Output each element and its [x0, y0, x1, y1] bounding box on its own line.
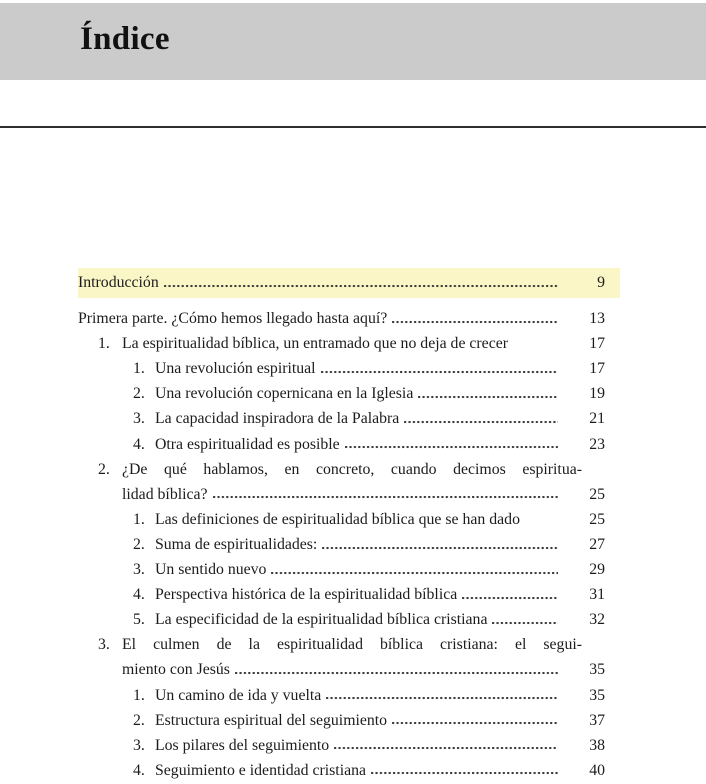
dot-leader	[392, 708, 558, 733]
entry-text: ¿De qué hablamos, en concreto, cuando decimos espiritua-	[122, 460, 582, 478]
entry-text: La espiritualidad bíblica, un entramado que no deja de crecer	[122, 335, 508, 353]
dot-leader	[326, 683, 558, 708]
page-number: 25	[589, 510, 605, 528]
toc-row[interactable]	[78, 432, 620, 457]
page-number: 35	[589, 661, 605, 679]
entry-number: 2.	[133, 385, 145, 403]
entry-text: Suma de espiritualidades:	[155, 535, 318, 553]
entry-number: 5.	[133, 611, 145, 629]
dot-leader	[418, 381, 558, 406]
entry-number: 3.	[133, 736, 145, 754]
page-number: 35	[589, 686, 605, 704]
header-band	[0, 3, 706, 80]
dot-leader	[512, 331, 570, 356]
toc-row[interactable]	[78, 607, 620, 632]
entry-text: Las definiciones de espiritualidad bíblica que se han dado	[155, 510, 520, 528]
toc-row[interactable]	[78, 733, 620, 758]
page-number: 31	[589, 586, 605, 604]
page-number: 29	[589, 561, 605, 579]
toc-row[interactable]	[78, 657, 620, 682]
entry-text: miento con Jesús	[122, 661, 230, 679]
entry-number: 1.	[133, 686, 145, 704]
entry-text: Un sentido nuevo	[155, 561, 267, 579]
entry-text: Seguimiento e identidad cristiana	[155, 761, 367, 779]
toc-row[interactable]	[78, 507, 620, 532]
entry-number: 1.	[133, 360, 145, 378]
entry-text: Una revolución copernicana en la Iglesia	[155, 385, 414, 403]
toc-row[interactable]	[78, 482, 620, 507]
entry-text: Otra espiritualidad es posible	[155, 435, 340, 453]
entry-number: 2.	[133, 711, 145, 729]
entry-text: La especificidad de la espiritualidad bíblica cristiana	[155, 611, 488, 629]
dot-leader	[322, 532, 558, 557]
toc-row[interactable]	[78, 306, 620, 331]
page-number: 9	[597, 274, 605, 291]
page-number: 17	[589, 360, 605, 378]
dot-leader	[271, 557, 558, 582]
entry-text: Un camino de ida y vuelta	[155, 686, 322, 704]
toc-row[interactable]	[78, 758, 620, 783]
dot-leader	[404, 406, 558, 431]
toc-row[interactable]	[78, 356, 620, 381]
entry-text: lidad bíblica?	[122, 485, 208, 503]
dot-leader	[492, 607, 558, 632]
dot-leader	[371, 758, 558, 783]
toc-row[interactable]	[78, 632, 620, 657]
entry-number: 1.	[133, 510, 145, 528]
toc-row[interactable]	[78, 268, 620, 298]
dot-leader	[524, 507, 570, 532]
entry-text: Primera parte. ¿Cómo hemos llegado hasta aquí?	[78, 310, 388, 328]
entry-number: 2.	[98, 460, 110, 478]
toc-row[interactable]	[78, 406, 620, 431]
entry-number: 4.	[133, 586, 145, 604]
page-title: Índice	[80, 21, 170, 57]
page-number: 38	[589, 736, 605, 754]
entry-text: Los pilares del seguimiento	[155, 736, 330, 754]
entry-number: 1.	[98, 335, 110, 353]
toc-row[interactable]	[78, 708, 620, 733]
toc-list	[78, 268, 620, 783]
entry-text: Estructura espiritual del seguimiento	[155, 711, 388, 729]
dot-leader	[164, 270, 558, 295]
toc-row[interactable]	[78, 557, 620, 582]
entry-text: Perspectiva histórica de la espiritualidad bíblica	[155, 586, 458, 604]
divider-rule	[0, 126, 706, 128]
page-number: 21	[589, 410, 605, 428]
toc-row[interactable]	[78, 683, 620, 708]
page-number: 27	[589, 535, 605, 553]
page-number: 32	[589, 611, 605, 629]
toc-row[interactable]	[78, 331, 620, 356]
entry-number: 4.	[133, 435, 145, 453]
entry-text: Introducción	[78, 274, 159, 291]
dot-leader	[392, 306, 558, 331]
page-number: 13	[589, 310, 605, 328]
toc-row[interactable]	[78, 381, 620, 406]
entry-number: 3.	[98, 636, 110, 654]
entry-number: 3.	[133, 410, 145, 428]
toc-row[interactable]	[78, 457, 620, 482]
toc-row[interactable]	[78, 582, 620, 607]
book-page	[0, 3, 706, 783]
entry-text: Una revolución espiritual	[155, 360, 316, 378]
page-number: 23	[589, 435, 605, 453]
dot-leader	[321, 356, 558, 381]
dot-leader	[213, 482, 558, 507]
dot-leader	[235, 657, 558, 682]
entry-number: 3.	[133, 561, 145, 579]
page-number: 25	[589, 485, 605, 503]
toc-row[interactable]	[78, 532, 620, 557]
dot-leader	[462, 582, 558, 607]
page-number: 40	[589, 761, 605, 779]
entry-number: 2.	[133, 535, 145, 553]
dot-leader	[334, 733, 558, 758]
entry-text: El culmen de la espiritualidad bíblica cristiana: el segui-	[122, 636, 582, 654]
page-number: 37	[589, 711, 605, 729]
entry-number: 4.	[133, 761, 145, 779]
page-number: 19	[589, 385, 605, 403]
dot-leader	[345, 432, 558, 457]
page-number: 17	[589, 335, 605, 353]
entry-text: La capacidad inspiradora de la Palabra	[155, 410, 400, 428]
